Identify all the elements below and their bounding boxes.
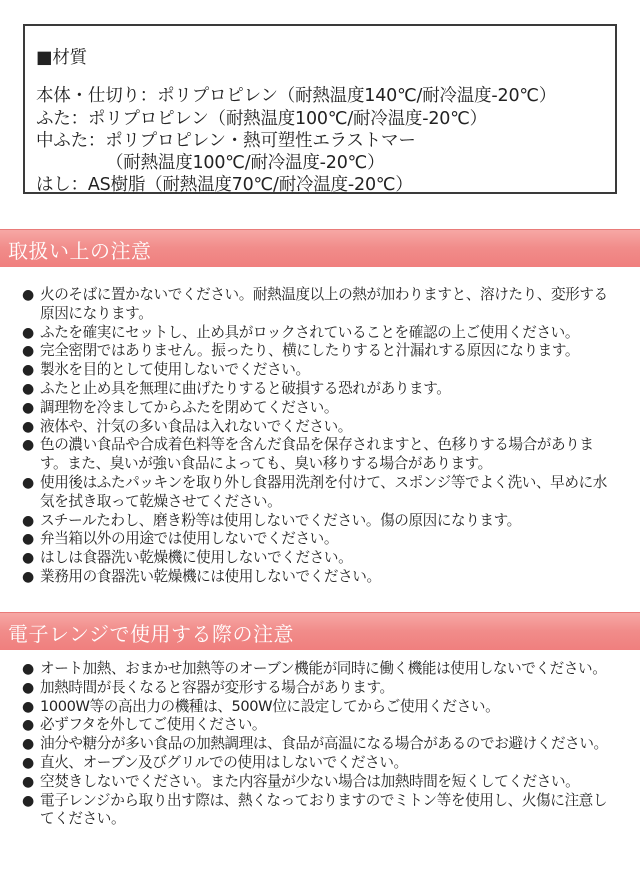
bullet-icon: ● — [22, 754, 34, 771]
microwave-section-title: 電子レンジで使用する際の注意 — [8, 622, 294, 646]
list-item: ● 製氷を目的として使用しないでください。 — [22, 361, 310, 379]
material-line-body: 本体・仕切り：ポリプロピレン（耐熱温度140℃/耐冷温度-20℃） — [36, 86, 557, 106]
material-line-lid: ふた：ポリプロピレン（耐熱温度100℃/耐冷温度-20℃） — [36, 109, 487, 129]
list-item: ● オート加熱、おまかせ加熱等のオーブン機能が同時に働く機能は使用しないでください。 — [22, 660, 607, 677]
list-item: ● はしは食器洗い乾燥機に使用しないでください。 — [22, 549, 353, 567]
bullet-icon: ● — [22, 792, 34, 809]
bullet-icon: ● — [22, 512, 34, 529]
bullet-icon: ● — [22, 474, 34, 491]
bullet-icon: ● — [22, 287, 34, 303]
bullet-icon: ● — [22, 717, 34, 734]
bullet-icon: ● — [22, 550, 34, 567]
list-item: ● 直火、オーブン及びグリルでの使用はしないでください。 — [22, 753, 408, 771]
bullet-icon: ● — [22, 568, 34, 585]
bullet-icon: ● — [22, 736, 34, 753]
bullet-icon: ● — [22, 343, 34, 360]
bullet-icon: ● — [22, 773, 34, 790]
bullet-icon: ● — [22, 324, 34, 341]
material-line-inner-lid-temp: （耐熱温度100℃/耐冷温度-20℃） — [106, 153, 385, 173]
list-item: ● 油分や糖分が多い食品の加熱調理は、食品が高温になる場合があるのでお避けください。 — [22, 735, 608, 753]
bullet-icon: ● — [22, 531, 34, 548]
handling-section-title: 取扱い上の注意 — [8, 239, 152, 263]
list-item: ● 液体や、汁気の多い食品は入れないでください。 — [22, 417, 352, 435]
list-item: ● 必ずフタを外してご使用ください。 — [22, 716, 267, 734]
bullet-icon: ● — [22, 418, 34, 435]
list-item: ● スチールたわし、磨き粉等は使用しないでください。傷の原因になります。 — [22, 511, 521, 529]
microwave-section-header — [0, 612, 640, 650]
list-item: ● 色の濃い食品や合成着色料等を含んだ食品を保存されますと、色移りする場合があります。また、臭いが強い食品によっても、臭い移りする場合があります。 — [22, 436, 594, 473]
list-item: ● ふたと止め具を無理に曲げたりすると破損する恐れがあります。 — [22, 379, 451, 397]
list-item: ● 火のそばに置かないでください。耐熱温度以上の熱が加わりますと、溶けたり、変形する原因になります。 — [22, 286, 608, 322]
bullet-icon: ● — [22, 362, 34, 379]
materials-heading: ■材質 — [36, 48, 87, 68]
bullet-icon: ● — [22, 698, 34, 715]
handling-cautions-list — [22, 286, 620, 587]
microwave-cautions-list — [22, 660, 620, 829]
list-item: ● ふたを確実にセットし、止め具がロックされていることを確認の上ご使用ください。 — [22, 323, 580, 341]
list-item: ● 調理物を冷ましてからふたを閉めてください。 — [22, 398, 339, 416]
list-item: ● 加熱時間が長くなると容器が変形する場合があります。 — [22, 678, 394, 696]
bullet-icon: ● — [22, 661, 34, 677]
list-item: ● 業務用の食器洗い乾燥機には使用しないでください。 — [22, 567, 381, 585]
bullet-icon: ● — [22, 380, 34, 397]
list-item: ● 空焚きしないでください。また内容量が少ない場合は加熱時間を短くしてください。 — [22, 772, 580, 790]
list-item: ● 完全密閉ではありません。振ったり、横にしたりすると汁漏れする原因になります。 — [22, 342, 580, 360]
handling-section-header — [0, 229, 640, 267]
list-item: ● 電子レンジから取り出す際は、熱くなっておりますのでミトン等を使用し、火傷に注意してください。 — [22, 791, 608, 828]
materials-box — [23, 24, 617, 194]
material-line-chopsticks: はし：AS樹脂（耐熱温度70℃/耐冷温度-20℃） — [36, 175, 413, 195]
list-item: ● 使用後はふたパッキンを取り外し食器用洗剤を付けて、スポンジ等でよく洗い、早めに水気を拭き取って乾燥させてください。 — [22, 473, 607, 510]
list-item: ● 弁当箱以外の用途では使用しないでください。 — [22, 530, 339, 548]
material-line-inner-lid: 中ふた：ポリプロピレン・熱可塑性エラストマー — [36, 131, 416, 151]
bullet-icon: ● — [22, 679, 34, 696]
list-item: ● 1000W等の高出力の機種は、500W位に設定してからご使用ください。 — [22, 697, 500, 715]
bullet-icon: ● — [22, 437, 34, 454]
bullet-icon: ● — [22, 399, 34, 416]
